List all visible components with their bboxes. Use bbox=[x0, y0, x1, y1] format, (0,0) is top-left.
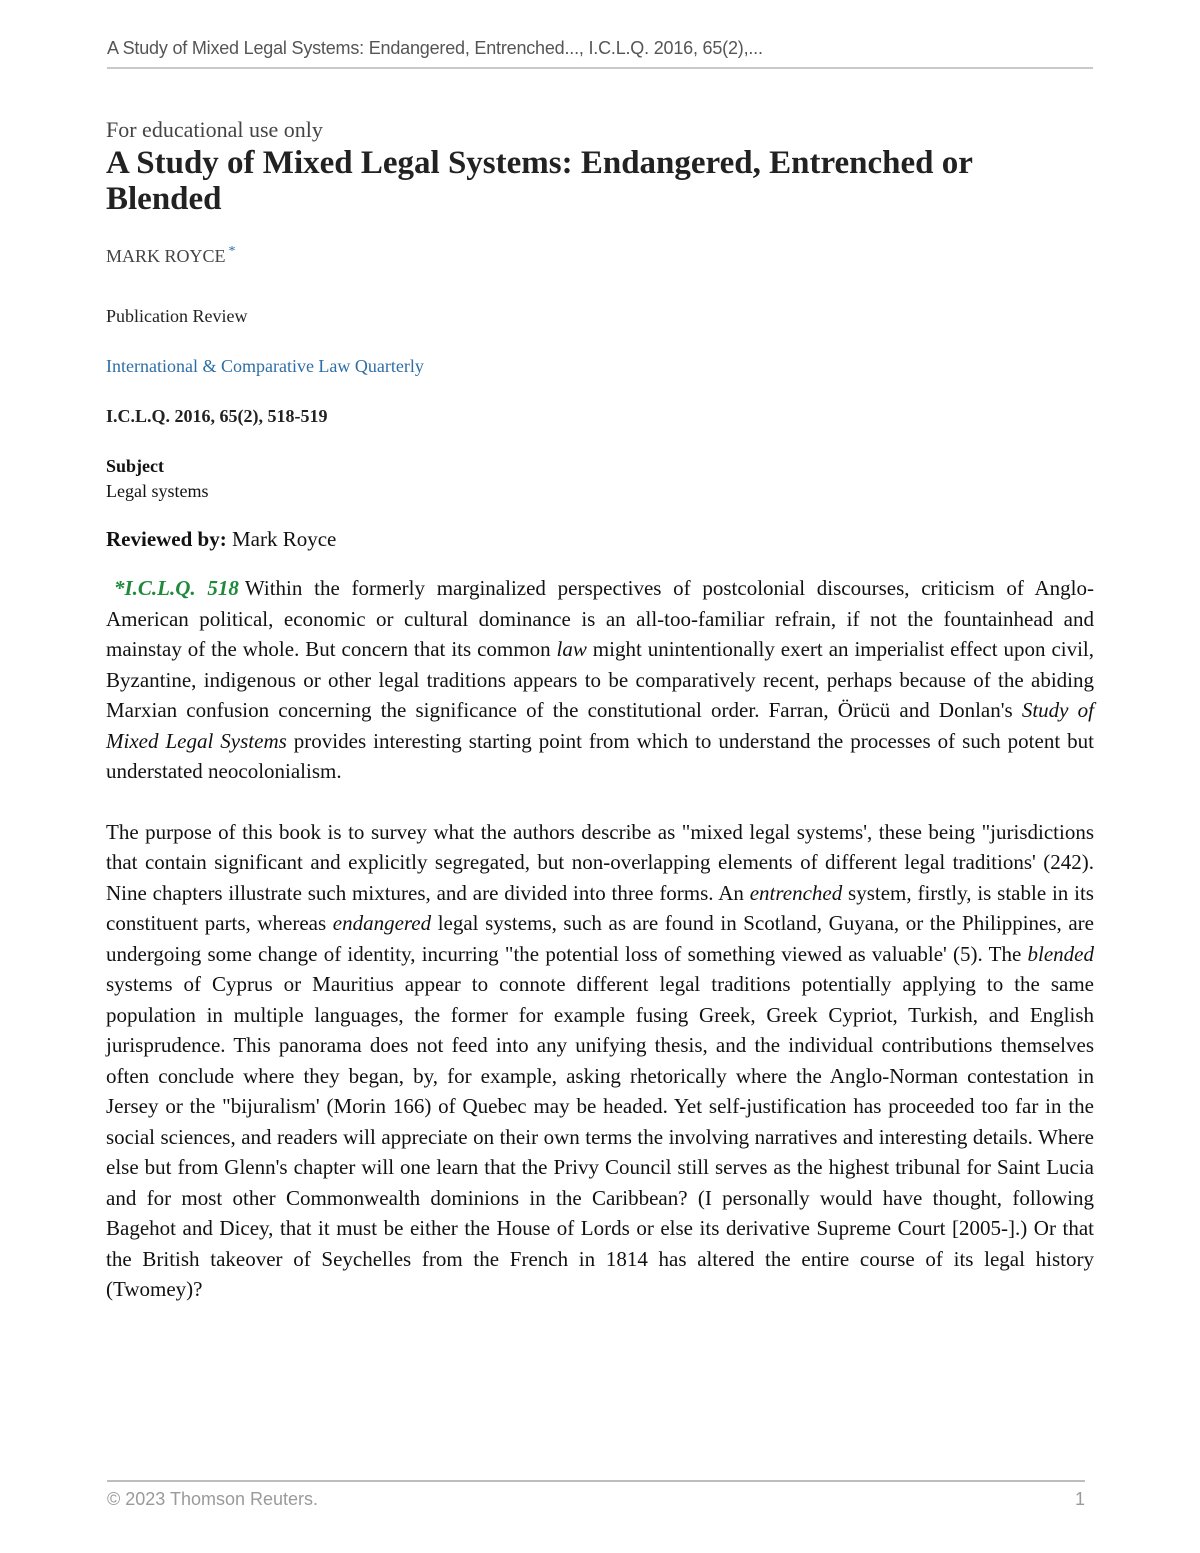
educational-use-note: For educational use only bbox=[106, 117, 323, 142]
journal-link[interactable]: International & Comparative Law Quarterly bbox=[106, 356, 424, 376]
p2-text-d: systems of Cyprus or Mauritius appear to connote different legal traditions potentially applying to the same population in multiple languages, the former for example fusing Greek, Greek Cypriot, Turkish, and English jurisprudence. This panorama does not feed into any unifying thesis, and the individual contributions themselves often conclude where they began, by, for example, asking rhetorically where the Anglo-Norman contestation in Jersey or the "bijuralism' (Morin 166) of Quebec may be headed. Yet self-justification has proceeded too far in the social sciences, and readers will appreciate on their own terms the involving narratives and interesting details. Where else but from Glenn's chapter will one learn that the Privy Council still serves as the highest tribunal for Saint Lucia and for most other Commonwealth dominions in the Caribbean? (I personally would have thought, following Bagehot and Dicey, that it must be either the House of Lords or else its derivative Supreme Court [2005-].) Or that the British takeover of Seychelles from the French in 1814 has altered the entire course of its legal history (Twomey)? bbox=[106, 972, 1094, 1301]
reviewed-by-line bbox=[106, 526, 1094, 552]
body-paragraph-1 bbox=[106, 573, 1094, 787]
body-paragraph-2 bbox=[106, 817, 1094, 1305]
citation: I.C.L.Q. 2016, 65(2), 518-519 bbox=[106, 406, 328, 426]
p2-emphasis-b: endangered bbox=[332, 911, 432, 935]
document-type: Publication Review bbox=[106, 306, 248, 326]
p2-text-b: system, firstly, is stable in its constituent parts, whereas bbox=[106, 880, 1094, 935]
reviewer-name: Mark Royce bbox=[231, 527, 337, 551]
header-divider bbox=[107, 67, 1093, 69]
subject-label: Subject bbox=[106, 456, 164, 476]
p1-text-c: provides interesting starting point from which to understand the processes of such potent but understated neocolonialism. bbox=[106, 728, 1094, 783]
author-name: MARK ROYCE bbox=[106, 246, 226, 266]
p2-text-a: The purpose of this book is to survey what the authors describe as "mixed legal systems', these being "jurisdictions that contain significant and explicitly segregated, but non-overlapping elements of different legal traditions' (242). Nine chapters illustrate such mixtures, and are divided into three forms. An bbox=[106, 819, 1094, 905]
p1-text-a: Within the formerly marginalized perspectives of postcolonial discourses, criticism of Anglo-American political, economic or cultural dominance is an all-too-familiar refrain, if not the fountainhead and mainstay of the whole. But concern that its common bbox=[106, 576, 1094, 661]
p2-text-c: legal systems, such as are found in Scotland, Guyana, or the Philippines, are undergoing some change of identity, incurring "the potential loss of something viewed as valuable' (5). The bbox=[106, 911, 1094, 966]
p1-text-b: might unintentionally exert an imperialist effect upon civil, Byzantine, indigenous or other legal traditions appears to be comparatively recent, perhaps because of the abiding Marxian confusion concerning the significance of the constitutional order. Farran, Örücü and Donlan's bbox=[106, 637, 1095, 722]
author-line bbox=[106, 241, 1094, 267]
document-title: A Study of Mixed Legal Systems: Endangered, Entrenched or Blended bbox=[106, 145, 973, 217]
p1-emphasis-a: law bbox=[556, 637, 587, 661]
reviewed-by-label: Reviewed by: bbox=[106, 527, 227, 551]
footer-divider bbox=[107, 1480, 1085, 1482]
footer-copyright: © 2023 Thomson Reuters. bbox=[107, 1489, 319, 1509]
running-header: A Study of Mixed Legal Systems: Endangered, Entrenched..., I.C.L.Q. 2016, 65(2),... bbox=[107, 38, 763, 58]
subject-value: Legal systems bbox=[106, 481, 209, 501]
page-number: 1 bbox=[1074, 1489, 1085, 1509]
p2-emphasis-c: blended bbox=[1027, 941, 1094, 966]
document-content bbox=[106, 117, 1094, 1305]
p2-emphasis-a: entrenched bbox=[749, 880, 843, 905]
star-page-marker: *I.C.L.Q. 518 bbox=[114, 576, 239, 600]
author-footnote-marker[interactable]: * bbox=[228, 244, 236, 259]
p1-emphasis-b: Study of Mixed Legal Systems bbox=[106, 698, 1094, 753]
